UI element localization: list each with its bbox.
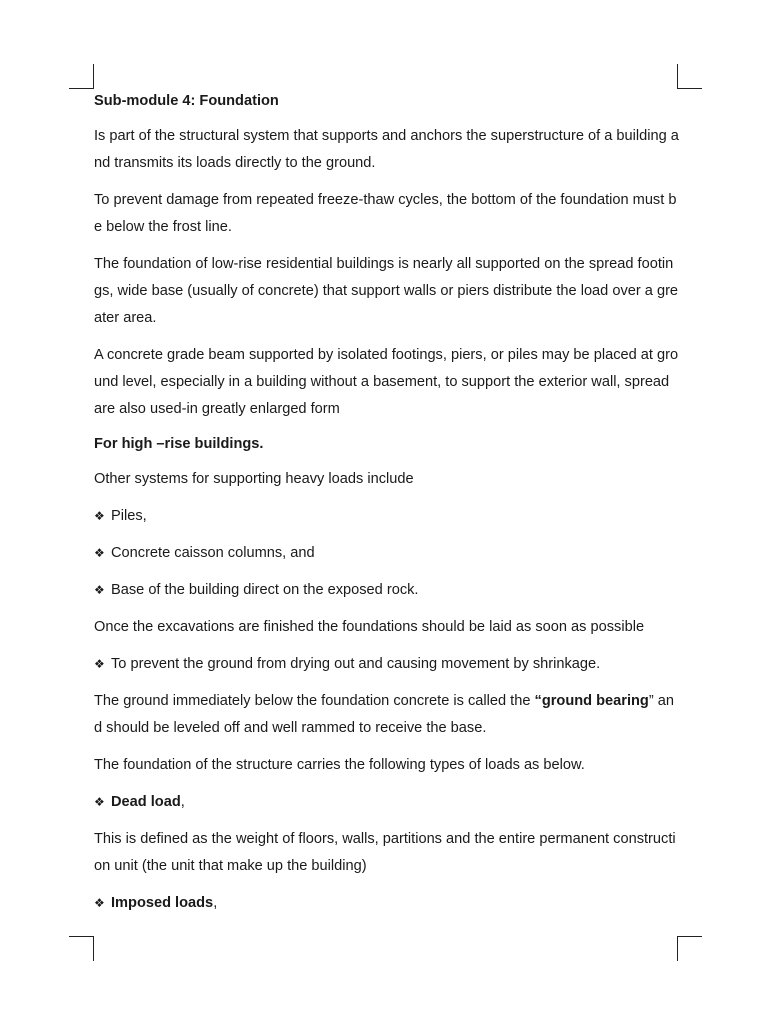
list-item xyxy=(94,540,680,567)
list-item-text: Concrete caisson columns, and xyxy=(111,545,315,561)
paragraph-heavy-loads: Other systems for supporting heavy loads include xyxy=(94,471,414,487)
list-item-text: Piles, xyxy=(111,508,147,524)
dead-load-term: Dead load xyxy=(111,794,181,810)
imposed-loads-comma: , xyxy=(213,895,218,911)
list-item xyxy=(94,503,680,530)
document-heading: Sub-module 4: Foundation xyxy=(94,93,279,109)
paragraph-frost-line: To prevent damage from repeated freeze-thaw cycles, the bottom of the foundation must be below the frost line. xyxy=(94,192,677,235)
list-item xyxy=(94,890,680,917)
diamond-bullet-icon: ❖ xyxy=(94,795,105,809)
diamond-bullet-icon: ❖ xyxy=(94,896,105,910)
dead-load-comma: , xyxy=(180,794,185,810)
ground-bearing-text-start: The ground immediately below the foundation concrete is called the xyxy=(94,693,535,709)
diamond-bullet-icon: ❖ xyxy=(94,583,105,597)
crop-mark-bottom-right xyxy=(677,936,702,961)
list-item xyxy=(94,651,680,678)
crop-mark-bottom-left xyxy=(69,936,94,961)
crop-mark-top-left xyxy=(69,64,94,89)
crop-mark-top-right xyxy=(677,64,702,89)
paragraph-definition: Is part of the structural system that supports and anchors the superstructure of a building and transmits its loads directly to the ground. xyxy=(94,128,679,171)
imposed-loads-term: Imposed loads xyxy=(111,895,214,911)
diamond-bullet-icon: ❖ xyxy=(94,657,105,671)
list-item-text: To prevent the ground from drying out and causing movement by shrinkage. xyxy=(111,656,601,672)
diamond-bullet-icon: ❖ xyxy=(94,546,105,560)
diamond-bullet-icon: ❖ xyxy=(94,509,105,523)
ground-bearing-text-end: ” and should be leveled off and well rammed to receive the base. xyxy=(94,693,674,736)
paragraph-grade-beam: A concrete grade beam supported by isolated footings, piers, or piles may be placed at ground level, especially in a building without a basement, to support the exterior wall, spread are also used-in greatly enlarged form xyxy=(94,347,679,417)
list-item xyxy=(94,577,680,604)
subheading-high-rise: For high –rise buildings. xyxy=(94,436,264,452)
paragraph-dead-load-definition: This is defined as the weight of floors, walls, partitions and the entire permanent construction unit (the unit that make up the building) xyxy=(94,831,676,874)
document-body xyxy=(94,90,680,927)
list-item-text: Base of the building direct on the exposed rock. xyxy=(111,582,419,598)
paragraph-load-types: The foundation of the structure carries the following types of loads as below. xyxy=(94,757,585,773)
paragraph-ground-bearing xyxy=(94,688,680,742)
paragraph-low-rise: The foundation of low-rise residential buildings is nearly all supported on the spread footings, wide base (usually of concrete) that support walls or piers distribute the load over a greater area. xyxy=(94,256,679,326)
ground-bearing-term: “ground bearing xyxy=(534,693,649,709)
paragraph-excavations: Once the excavations are finished the foundations should be laid as soon as possible xyxy=(94,619,645,635)
list-item xyxy=(94,789,680,816)
